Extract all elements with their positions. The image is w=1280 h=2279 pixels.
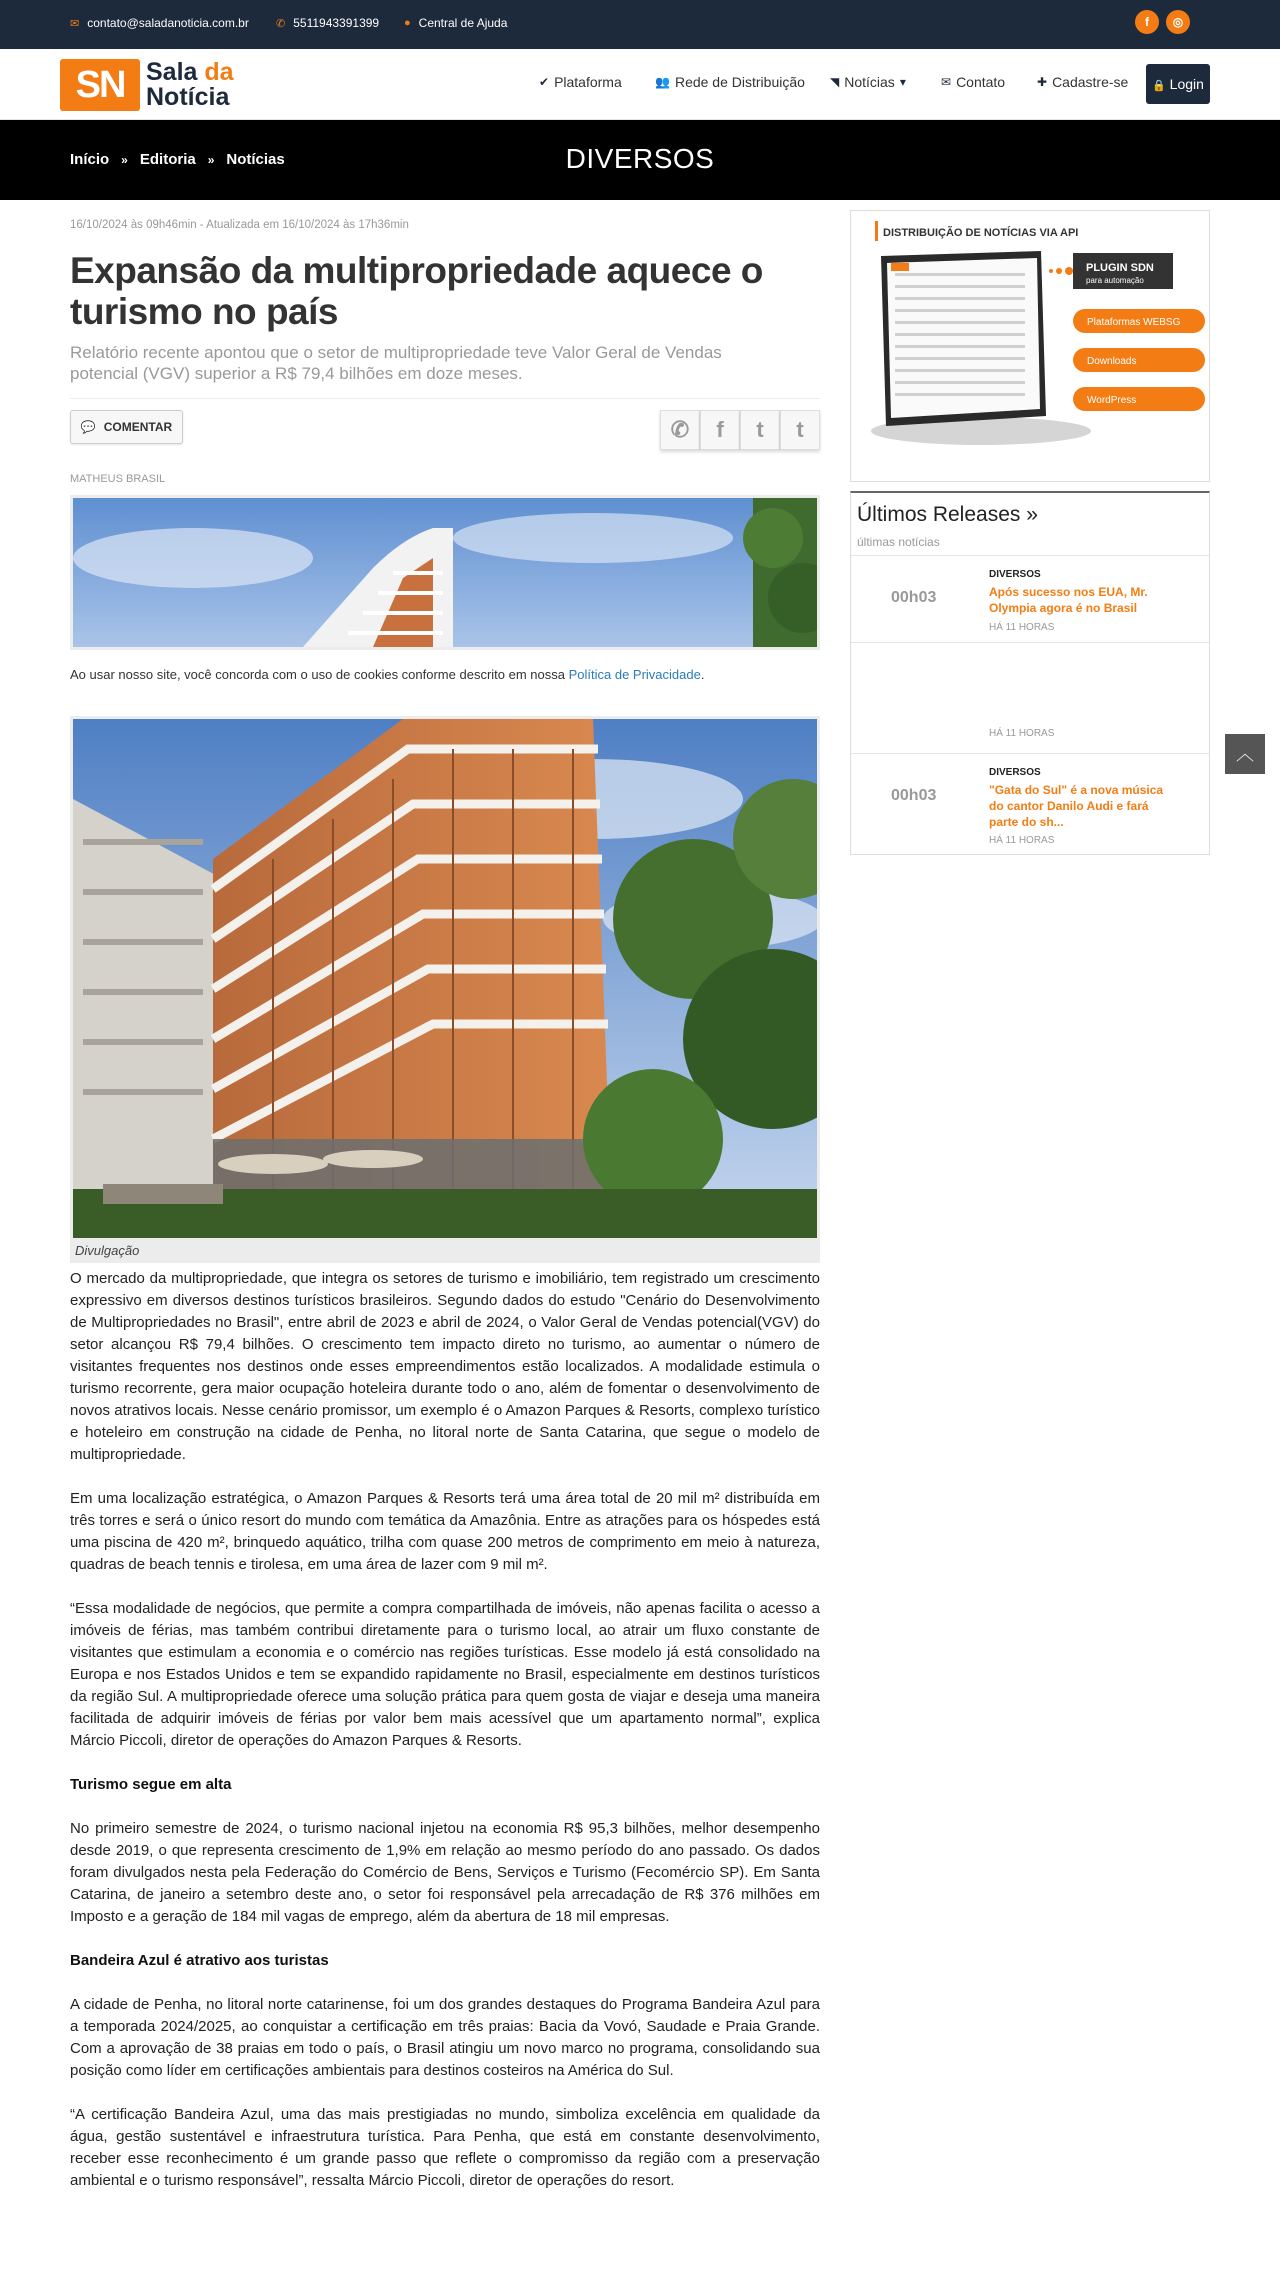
api-banner-heading: DISTRIBUIÇÃO DE NOTÍCIAS VIA API — [883, 227, 1079, 239]
breadcrumb-home[interactable]: Início — [70, 151, 110, 168]
logo-mark: SN — [60, 59, 140, 111]
nav-cadastre-label: Cadastre-se — [1052, 74, 1129, 90]
nav-contato[interactable] — [941, 74, 1005, 90]
login-button[interactable] — [1146, 64, 1210, 104]
paragraph: O mercado da multipropriedade, que integra os setores de turismo e imobiliário, tem registrado um crescimento expressivo em diversos destinos turísticos brasileiros. Segundo dados do estudo "Cenário do Desenvolvimento de Multipropriedades no Brasil", entre abril de 2023 e abril de 2024, o Valor Geral de Vendas potencial(VGV) do setor alcançou R$ 79,4 bilhões. O crescimento tem impacto direto no turismo, ao aumentar o número de visitantes frequentes nos destinos onde esses empreendimentos estão localizados. A modalidade estimula o turismo recorrente, gera maior ocupação hoteleira durante todo o ano, além de fomentar o desenvolvimento de novos atrativos locais. Nesse cenário promissor, um exemplo é o Amazon Parques & Resorts, complexo turístico e hoteleiro em construção na cidade de Penha, no litoral norte de Santa Catarina, que segue o modelo de multipropriedade. — [70, 1270, 820, 1463]
comment-icon: 💬 — [80, 420, 96, 434]
release-ago: HÁ 11 HORAS — [989, 835, 1055, 846]
nav-rede[interactable] — [655, 74, 805, 90]
paragraph: No primeiro semestre de 2024, o turismo nacional injetou na economia R$ 95,3 bilhões, melhor desempenho desde 2019, o que representa crescimento de 1,9% em relação ao mesmo período do ano passado. Os dados foram divulgados nesta pela Federação do Comércio de Bens, Serviços e Turismo (Fecomércio SP). Em Santa Catarina, de janeiro a setembro deste ano, o setor foi responsável pela arrecadação de R$ 376 milhões em Imposto e a geração de 184 mil vagas de emprego, além da abertura de 18 mil empresas. — [70, 1820, 820, 1925]
help-text: Central de Ajuda — [418, 16, 508, 30]
article-image — [70, 716, 820, 1241]
main-navbar — [0, 49, 1280, 120]
plus-icon: ✚ — [1037, 75, 1048, 89]
comment-button[interactable] — [70, 410, 183, 444]
release-time: 00h03 — [891, 787, 937, 804]
nav-plataforma-label: Plataforma — [554, 74, 622, 90]
help-center-link[interactable] — [404, 16, 507, 30]
image-caption: Divulgação — [70, 1241, 820, 1263]
release-ago: HÁ 11 HORAS — [989, 622, 1055, 633]
nav-noticias-label: Notícias — [844, 74, 895, 90]
nav-cadastre[interactable] — [1037, 74, 1128, 90]
article-image-top — [70, 495, 820, 650]
divider — [851, 555, 1209, 556]
divider — [851, 642, 1209, 643]
section-band — [0, 120, 1280, 200]
breadcrumb-noticias[interactable]: Notícias — [226, 151, 285, 168]
cookie-text — [70, 667, 704, 682]
breadcrumb-editoria[interactable]: Editoria — [139, 151, 196, 168]
phone-text: 5511943391399 — [293, 16, 380, 30]
paragraph: “A certificação Bandeira Azul, uma das mais prestigiadas no mundo, simboliza excelência em qualidade da água, gestão sustentável e infraestrutura turística. Para Penha, que está em constante desenvolvimento, receber esse reconhecimento é um grande passo que reflete o compromisso da região com a preservação ambiental e o turismo responsável”, ressalta Márcio Piccoli, diretor de operações do resort. — [70, 2106, 820, 2189]
envelope-icon: ✉ — [70, 17, 80, 30]
release-category: DIVERSOS — [989, 569, 1041, 580]
release-item[interactable] — [851, 728, 1209, 746]
facebook-icon[interactable]: f — [1135, 10, 1159, 34]
double-chevron-icon: » — [121, 152, 128, 167]
nav-contato-label: Contato — [956, 74, 1006, 90]
instagram-icon[interactable]: ◎ — [1166, 10, 1190, 34]
envelope-icon: ✉ — [941, 75, 952, 89]
site-logo[interactable] — [60, 59, 234, 111]
share-buttons — [660, 410, 820, 450]
section-title: DIVERSOS — [565, 143, 715, 174]
release-item[interactable] — [851, 755, 1209, 846]
cookie-message: Ao usar nosso site, você concorda com o uso de cookies conforme descrito em nossa — [70, 667, 569, 682]
double-chevron-icon: » — [207, 152, 215, 167]
paragraph: A cidade de Penha, no litoral norte catarinense, foi um dos grandes destaques do Programa Bandeira Azul para a temporada 2024/2025, ao conquistar a certificação em três praias: Bacia da Vovó, Saudade e Praia Grande. Com a aprovação de 38 praias em todo o país, o Brasil atingiu um novo marco no programa, consolidando sua posição como líder em certificações ambientais para destinos costeiros na América do Sul. — [70, 1996, 820, 2079]
comments-icon: ● — [404, 17, 411, 29]
facebook-share-icon[interactable]: f — [700, 410, 740, 450]
article-body — [70, 1268, 820, 2214]
releases-title[interactable]: Últimos Releases » — [857, 503, 1038, 526]
lock-icon: 🔒 — [1152, 80, 1166, 92]
email-text: contato@saladanoticia.com.br — [87, 16, 249, 30]
privacy-policy-link[interactable]: Política de Privacidade — [568, 667, 701, 682]
article-subtitle: Relatório recente apontou que o setor de multipropriedade teve Valor Geral de Vendas potencial (VGV) superior a R$ 79,4 bilhões em doze meses. — [70, 343, 722, 383]
divider — [851, 753, 1209, 754]
nav-plataforma[interactable] — [539, 74, 622, 90]
release-category: DIVERSOS — [989, 767, 1041, 778]
releases-subtitle: últimas notícias — [857, 535, 940, 549]
logo-text — [146, 60, 234, 110]
release-item[interactable] — [851, 557, 1209, 642]
nav-noticias[interactable] — [830, 74, 906, 90]
latest-releases — [850, 491, 1210, 855]
twitter-share-icon[interactable]: t — [740, 410, 780, 450]
article-date: 16/10/2024 às 09h46min - Atualizada em 16/10/2024 às 17h36min — [70, 219, 409, 231]
divider — [70, 398, 820, 399]
top-bar — [0, 0, 1280, 49]
article-title: Expansão da multipropriedade aquece o turismo no país — [70, 250, 763, 332]
plugin-subtitle: para automação — [1086, 276, 1144, 285]
section-heading: Bandeira Azul é atrativo aos turistas — [70, 1952, 329, 1969]
comment-label: COMENTAR — [103, 420, 173, 434]
websg-button[interactable]: Plataformas WEBSG — [1087, 317, 1181, 328]
api-banner[interactable] — [850, 210, 1210, 482]
release-title[interactable]: Após sucesso nos EUA, Mr. Olympia agora é no Brasil — [989, 585, 1148, 615]
release-title[interactable]: "Gata do Sul" é a nova música do cantor Danilo Audi e fará parte do sh... — [989, 783, 1164, 829]
cookie-period: . — [700, 667, 705, 682]
contact-phone[interactable] — [276, 16, 379, 30]
logo-noticia: Notícia — [146, 83, 230, 111]
logo-sala: Sala — [146, 58, 205, 86]
downloads-button[interactable]: Downloads — [1087, 356, 1137, 367]
caret-down-icon: ▾ — [899, 75, 906, 89]
paragraph: Em uma localização estratégica, o Amazon Parques & Resorts terá uma área total de 20 mil m² distribuída em três torres e será o único resort do mundo com temática da Amazônia. Entre as atrações para os hóspedes está uma piscina de 420 m², brinquedo aquático, trilha com quase 200 metros de comprimento em meio à natureza, quadras de beach tennis e tirolesa, em uma área de lazer com 9 mil m². — [70, 1490, 820, 1573]
login-label: Login — [1169, 76, 1204, 92]
tumblr-share-icon[interactable]: t — [780, 410, 820, 450]
whatsapp-icon: ✆ — [276, 17, 286, 30]
chevron-up-icon[interactable]: ︿ — [1225, 734, 1265, 774]
release-ago: HÁ 11 HORAS — [989, 728, 1055, 739]
wordpress-button[interactable]: WordPress — [1087, 395, 1137, 406]
contact-email[interactable] — [70, 16, 249, 30]
plugin-title: PLUGIN SDN — [1086, 262, 1154, 274]
rss-icon: ◥ — [830, 75, 840, 89]
logo-da: da — [204, 58, 234, 86]
whatsapp-share-icon[interactable]: ✆ — [660, 410, 700, 450]
article-author: MATHEUS BRASIL — [70, 473, 166, 485]
section-heading: Turismo segue em alta — [70, 1776, 232, 1793]
nav-rede-label: Rede de Distribuição — [674, 74, 805, 90]
check-icon: ✔ — [539, 75, 550, 89]
release-time: 00h03 — [891, 589, 937, 606]
users-icon: 👥 — [655, 75, 670, 89]
paragraph: “Essa modalidade de negócios, que permite a compra compartilhada de imóveis, não apenas facilita o acesso a imóveis de férias, mas também contribui diretamente para o turismo local, ao atrair um fluxo constante de visitantes que estimulam a economia e o comércio nas regiões turísticas. Esse modelo já está consolidado na Europa e nos Estados Unidos e tem se expandido rapidamente no Brasil, especialmente em destinos turísticos da região Sul. A multipropriedade oferece uma solução prática para quem gosta de viajar e deseja uma maneira facilitada de adquirir imóveis de férias por valor bem mais acessível que um apartamento normal”, explica Márcio Piccoli, diretor de operações do Amazon Parques & Resorts. — [70, 1600, 820, 1749]
